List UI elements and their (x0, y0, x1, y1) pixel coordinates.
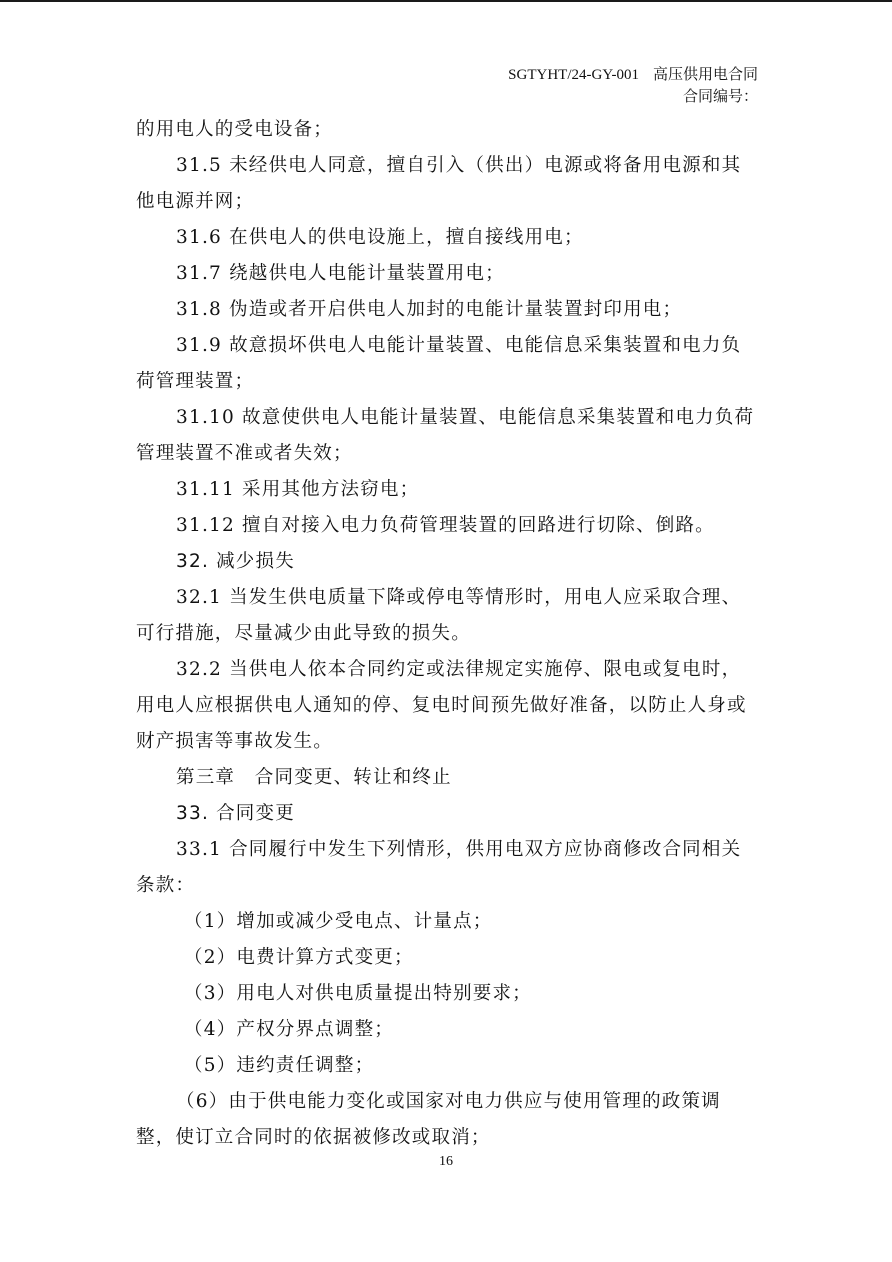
clause-31-9: 31.9 故意损坏供电人电能计量装置、电能信息采集装置和电力负荷管理装置； (136, 335, 742, 392)
contract-number-label: 合同编号： (682, 89, 758, 105)
list-item-2: （2）电费计算方式变更； (184, 947, 414, 968)
page-header (508, 64, 758, 108)
clause-31-6: 31.6 在供电人的供电设施上，擅自接线用电； (176, 227, 584, 248)
clause-31-7: 31.7 绕越供电人电能计量装置用电； (176, 263, 505, 284)
top-border-line (0, 0, 892, 2)
clause-31-11: 31.11 采用其他方法窃电； (176, 479, 420, 500)
section-heading-32: 32. 减少损失 (176, 551, 295, 572)
clause-31-8: 31.8 伪造或者开启供电人加封的电能计量装置封印用电； (176, 299, 683, 320)
list-item-3: （3）用电人对供电质量提出特别要求； (184, 983, 532, 1004)
contract-title: 高压供用电合同 (652, 67, 758, 83)
clause-31-10: 31.10 故意使供电人电能计量装置、电能信息采集装置和电力负荷管理装置不准或者失效； (136, 407, 755, 464)
paragraph-continuation: 的用电人的受电设备； (136, 119, 334, 140)
clause-31-12: 31.12 擅自对接入电力负荷管理装置的回路进行切除、倒路。 (176, 515, 715, 536)
list-item-4: （4）产权分界点调整； (184, 1019, 394, 1040)
section-heading-33: 33. 合同变更 (176, 803, 295, 824)
chapter-heading-3: 第三章 合同变更、转让和终止 (176, 767, 452, 788)
list-item-6: （6）由于供电能力变化或国家对电力供应与使用管理的政策调整，使订立合同时的依据被修改或取消； (136, 1091, 721, 1148)
clause-33-1: 33.1 合同履行中发生下列情形，供用电双方应协商修改合同相关条款： (136, 839, 742, 896)
document-body (136, 112, 758, 1156)
contract-code: SGTYHT/24-GY-001 (508, 67, 639, 83)
clause-32-1: 32.1 当发生供电质量下降或停电等情形时，用电人应采取合理、可行措施，尽量减少由此导致的损失。 (136, 587, 742, 644)
list-item-1: （1）增加或减少受电点、计量点； (184, 911, 493, 932)
header-row-1 (508, 64, 758, 86)
page-number: 16 (439, 1154, 453, 1169)
clause-31-5: 31.5 未经供电人同意，擅自引入（供出）电源或将备用电源和其他电源并网； (136, 155, 742, 212)
clause-32-2: 32.2 当供电人依本合同约定或法律规定实施停、限电或复电时，用电人应根据供电人通知的停、复电时间预先做好准备，以防止人身或财产损害等事故发生。 (136, 659, 747, 752)
list-item-5: （5）违约责任调整； (184, 1055, 375, 1076)
